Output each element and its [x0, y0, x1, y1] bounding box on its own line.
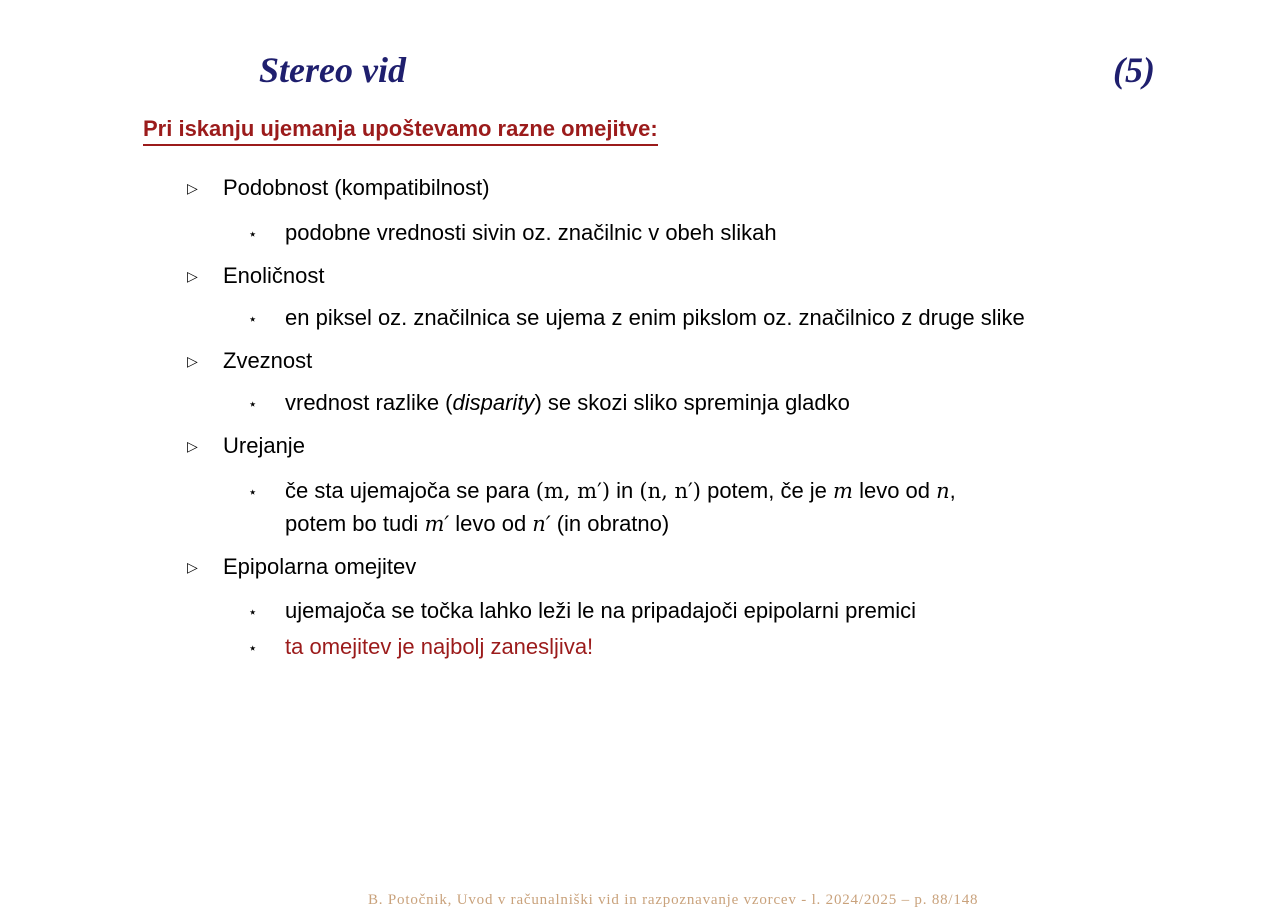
math-pair-m: (m, m′): [535, 479, 611, 503]
triangle-bullet-icon: ▷: [187, 268, 198, 284]
math-var-n: n: [936, 479, 950, 503]
star-bullet-icon: ⋆: [248, 311, 258, 328]
sub-bullet-text: levo od: [852, 478, 937, 503]
bullet-podobnost: [187, 173, 490, 203]
sub-bullet-text: podobne vrednosti sivin oz. značilnic v obeh slikah: [285, 220, 777, 245]
sub-bullet-urejanje-continuation: [285, 509, 669, 539]
sub-bullet-epipolarna-1: [248, 596, 916, 628]
bullet-label: Epipolarna omejitev: [223, 554, 417, 579]
sub-bullet-text: levo od: [449, 511, 533, 536]
slide-number: (5): [1113, 50, 1155, 90]
slide-title: Stereo vid: [259, 50, 406, 90]
math-var-n-prime: n′: [532, 512, 551, 536]
sub-bullet-text: ,: [949, 478, 956, 503]
slide-subtitle: Pri iskanju ujemanja upoštevamo razne omejitve:: [143, 116, 658, 146]
math-var-m: m: [833, 479, 853, 503]
math-var-m-prime: m′: [424, 512, 450, 536]
star-bullet-icon: ⋆: [248, 226, 258, 243]
sub-bullet-zveznost: [248, 388, 850, 420]
bullet-label: Podobnost (kompatibilnost): [223, 175, 490, 200]
triangle-bullet-icon: ▷: [187, 559, 198, 575]
bullet-enolicnost: [187, 261, 325, 291]
star-bullet-icon: ⋆: [248, 604, 258, 621]
sub-bullet-text: potem bo tudi: [285, 511, 425, 536]
sub-bullet-text: en piksel oz. značilnica se ujema z enim pikslom oz. značilnico z druge slike: [285, 305, 1025, 330]
slide-footer: B. Potočnik, Uvod v računalniški vid in razpoznavanje vzorcev - l. 2024/2025 – p. 88/148: [368, 892, 979, 908]
sub-bullet-urejanje: [248, 476, 956, 508]
triangle-bullet-icon: ▷: [187, 353, 198, 369]
bullet-epipolarna-omejitev: [187, 552, 416, 582]
sub-bullet-text: če sta ujemajoča se para: [285, 478, 536, 503]
bullet-urejanje: [187, 431, 305, 461]
math-pair-n: (n, n′): [639, 479, 701, 503]
bullet-label: Zveznost: [223, 348, 313, 373]
sub-bullet-text: potem, če je: [700, 478, 834, 503]
sub-bullet-epipolarna-2: [248, 632, 593, 664]
sub-bullet-text: in: [610, 478, 640, 503]
star-bullet-icon: ⋆: [248, 640, 258, 657]
sub-bullet-podobnost: [248, 218, 777, 250]
star-bullet-icon: ⋆: [248, 396, 258, 413]
star-bullet-icon: ⋆: [248, 484, 258, 501]
sub-bullet-enolicnost: [248, 303, 1025, 335]
triangle-bullet-icon: ▷: [187, 438, 198, 454]
sub-bullet-text: ujemajoča se točka lahko leži le na pripadajoči epipolarni premici: [285, 598, 917, 623]
bullet-label: Urejanje: [223, 433, 305, 458]
sub-bullet-text: ) se skozi sliko spreminja gladko: [534, 390, 850, 415]
highlighted-note: ta omejitev je najbolj zanesljiva!: [285, 634, 594, 659]
bullet-zveznost: [187, 346, 312, 376]
sub-bullet-text: (in obratno): [550, 511, 670, 536]
bullet-label: Enoličnost: [223, 263, 325, 288]
disparity-term: disparity: [452, 390, 535, 415]
triangle-bullet-icon: ▷: [187, 180, 198, 196]
sub-bullet-text: vrednost razlike (: [285, 390, 453, 415]
